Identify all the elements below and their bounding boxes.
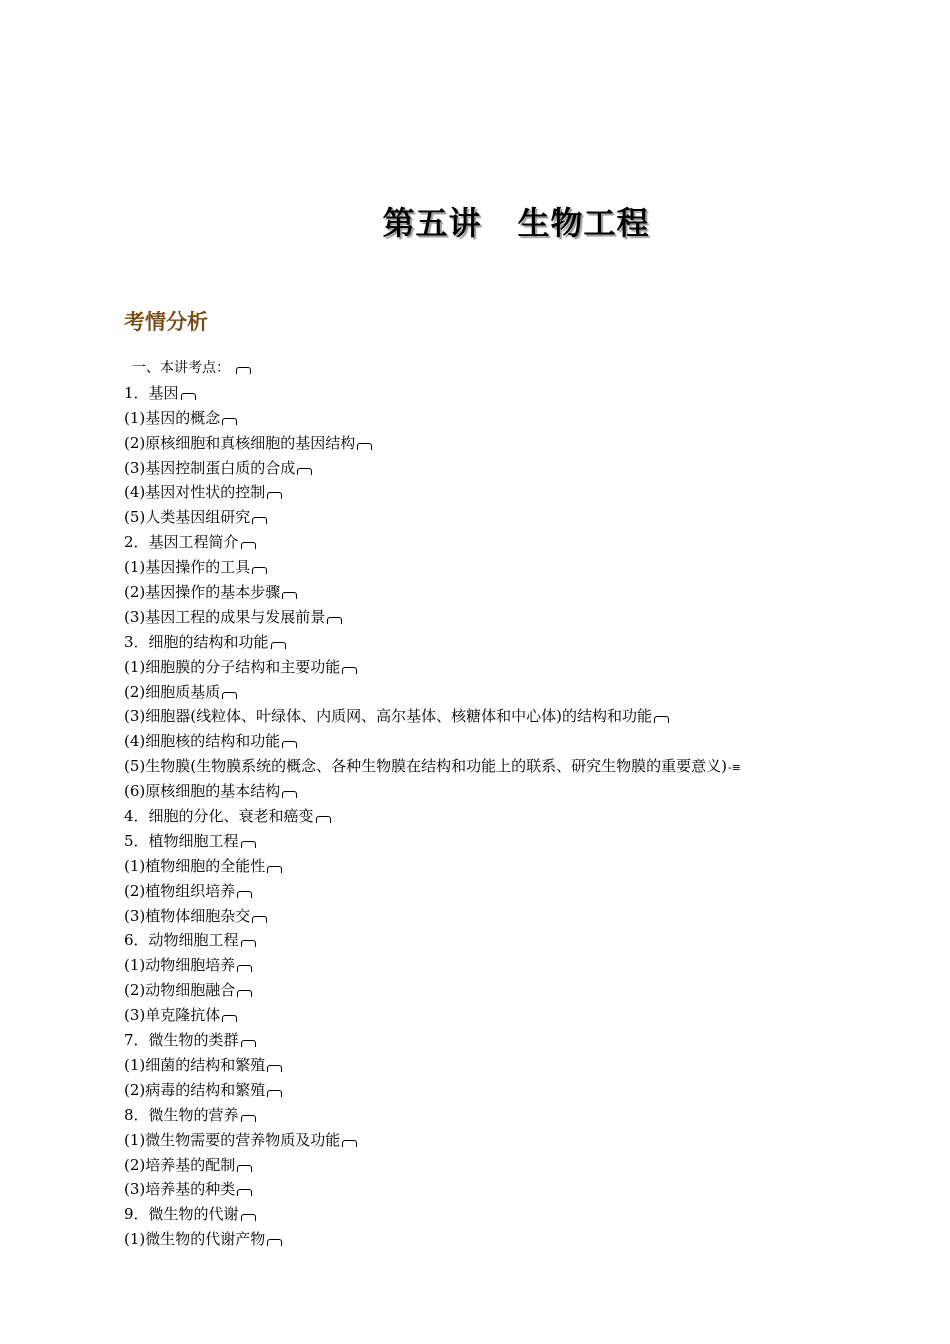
paragraph-mark-icon <box>222 418 237 425</box>
list-item-text: (1)基因的概念 <box>124 408 221 427</box>
paragraph-mark-icon <box>342 1140 357 1147</box>
paragraph-mark-icon <box>241 1115 256 1122</box>
list-item <box>124 978 741 1003</box>
paragraph-mark-icon <box>241 542 256 549</box>
paragraph-mark-icon <box>236 367 251 374</box>
list-item <box>124 804 741 829</box>
list-item-text: 5．植物细胞工程 <box>124 831 239 850</box>
paragraph-mark-icon <box>241 940 256 947</box>
page-title <box>0 198 950 244</box>
list-item-text: (1)微生物的代谢产物 <box>124 1230 266 1249</box>
list-item-text: (1)细菌的结构和繁殖 <box>124 1055 266 1074</box>
list-item <box>124 1028 741 1053</box>
list-item <box>124 630 741 655</box>
paragraph-mark-icon <box>241 1040 256 1047</box>
paragraph-mark-icon <box>241 1214 256 1221</box>
paragraph-mark-icon <box>237 891 252 898</box>
paragraph-mark-icon <box>252 517 267 524</box>
list-item <box>124 480 741 505</box>
list-item <box>124 1227 741 1252</box>
paragraph-mark-icon <box>222 1015 237 1022</box>
list-item <box>124 928 741 953</box>
paragraph-mark-icon <box>316 816 331 823</box>
paragraph-mark-icon: -≡ <box>727 761 741 775</box>
list-item-text: 8．微生物的营养 <box>124 1105 239 1124</box>
section-heading: 考情分析 <box>124 310 208 334</box>
list-item-text: (3)植物体细胞杂交 <box>124 906 251 925</box>
list-item-text: (6)原核细胞的基本结构 <box>124 782 281 801</box>
list-item-text: (3)细胞器(线粒体、叶绿体、内质网、高尔基体、核糖体和中心体)的结构和功能 <box>124 707 652 726</box>
list-item-text: (3)单克隆抗体 <box>124 1006 221 1025</box>
paragraph-mark-icon <box>237 990 252 997</box>
subheading-text: 一、本讲考点： <box>132 360 230 376</box>
list-item <box>124 406 741 431</box>
list-item <box>124 1128 741 1153</box>
paragraph-mark-icon <box>342 667 357 674</box>
list-item-text: (1)微生物需要的营养物质及功能 <box>124 1130 341 1149</box>
list-item <box>124 779 741 804</box>
list-item <box>124 704 741 729</box>
list-item-text: (2)细胞质基质 <box>124 682 221 701</box>
paragraph-mark-icon <box>237 965 252 972</box>
list-item <box>124 829 741 854</box>
paragraph-mark-icon <box>327 617 342 624</box>
paragraph-mark-icon <box>222 692 237 699</box>
paragraph-mark-icon <box>267 866 282 873</box>
paragraph-mark-icon <box>282 741 297 748</box>
list-item <box>124 1177 741 1202</box>
paragraph-mark-icon <box>271 642 286 649</box>
list-item <box>124 729 741 754</box>
paragraph-mark-icon <box>267 1239 282 1246</box>
paragraph-mark-icon <box>282 791 297 798</box>
paragraph-mark-icon <box>267 492 282 499</box>
paragraph-mark-icon <box>267 1090 282 1097</box>
paragraph-mark-icon <box>297 468 312 475</box>
list-item-text: 4．细胞的分化、衰老和癌变 <box>124 807 314 826</box>
list-item <box>124 1003 741 1028</box>
list-item-text: 1．基因 <box>124 383 179 402</box>
list-item-text: (1)细胞膜的分子结构和主要功能 <box>124 657 341 676</box>
title-lecture-number: 第五讲 <box>382 204 482 242</box>
list-item-text: (2)病毒的结构和繁殖 <box>124 1080 266 1099</box>
list-item-text: 7．微生物的类群 <box>124 1031 239 1050</box>
list-item-text: (3)基因工程的成果与发展前景 <box>124 607 326 626</box>
list-item-text: (5)人类基因组研究 <box>124 508 251 527</box>
subheading <box>124 356 741 381</box>
paragraph-mark-icon <box>237 1189 252 1196</box>
paragraph-mark-icon <box>252 916 267 923</box>
list-item-text: (4)细胞核的结构和功能 <box>124 732 281 751</box>
list-item <box>124 605 741 630</box>
list-item <box>124 904 741 929</box>
list-item <box>124 1103 741 1128</box>
list-item <box>124 1078 741 1103</box>
list-item-text: 6．动物细胞工程 <box>124 931 239 950</box>
list-item-text: 2．基因工程简介 <box>124 533 239 552</box>
paragraph-mark-icon <box>181 393 196 400</box>
list-item <box>124 1053 741 1078</box>
list-item <box>124 580 741 605</box>
list-item <box>124 754 741 779</box>
list-item-text: (5)生物膜(生物膜系统的概念、各种生物膜在结构和功能上的联系、研究生物膜的重要意义) <box>124 757 727 776</box>
list-item-text: (2)培养基的配制 <box>124 1155 236 1174</box>
list-item <box>124 555 741 580</box>
list-item-text: (1)基因操作的工具 <box>124 558 251 577</box>
title-topic: 生物工程 <box>517 204 650 242</box>
list-item-text: (4)基因对性状的控制 <box>124 483 266 502</box>
list-item-text: (3)基因控制蛋白质的合成 <box>124 458 296 477</box>
paragraph-mark-icon <box>237 1165 252 1172</box>
paragraph-mark-icon <box>357 443 372 450</box>
list-item <box>124 680 741 705</box>
list-item <box>124 530 741 555</box>
list-item <box>124 456 741 481</box>
list-item <box>124 655 741 680</box>
list-item <box>124 431 741 456</box>
list-item <box>124 953 741 978</box>
paragraph-mark-icon <box>267 1065 282 1072</box>
exam-points-list <box>124 356 741 1252</box>
list-item <box>124 879 741 904</box>
list-item <box>124 381 741 406</box>
list-item-text: (2)原核细胞和真核细胞的基因结构 <box>124 433 356 452</box>
paragraph-mark-icon <box>282 592 297 599</box>
paragraph-mark-icon <box>654 716 669 723</box>
paragraph-mark-icon <box>241 841 256 848</box>
list-item <box>124 1153 741 1178</box>
list-item <box>124 505 741 530</box>
list-item-text: (3)培养基的种类 <box>124 1180 236 1199</box>
list-item <box>124 1202 741 1227</box>
list-item-text: 9．微生物的代谢 <box>124 1205 239 1224</box>
list-item-text: 3．细胞的结构和功能 <box>124 632 269 651</box>
list-item-text: (2)植物组织培养 <box>124 881 236 900</box>
list-item-text: (2)动物细胞融合 <box>124 981 236 1000</box>
list-item <box>124 854 741 879</box>
list-item-text: (1)植物细胞的全能性 <box>124 856 266 875</box>
list-item-text: (2)基因操作的基本步骤 <box>124 583 281 602</box>
list-item-text: (1)动物细胞培养 <box>124 956 236 975</box>
paragraph-mark-icon <box>252 567 267 574</box>
